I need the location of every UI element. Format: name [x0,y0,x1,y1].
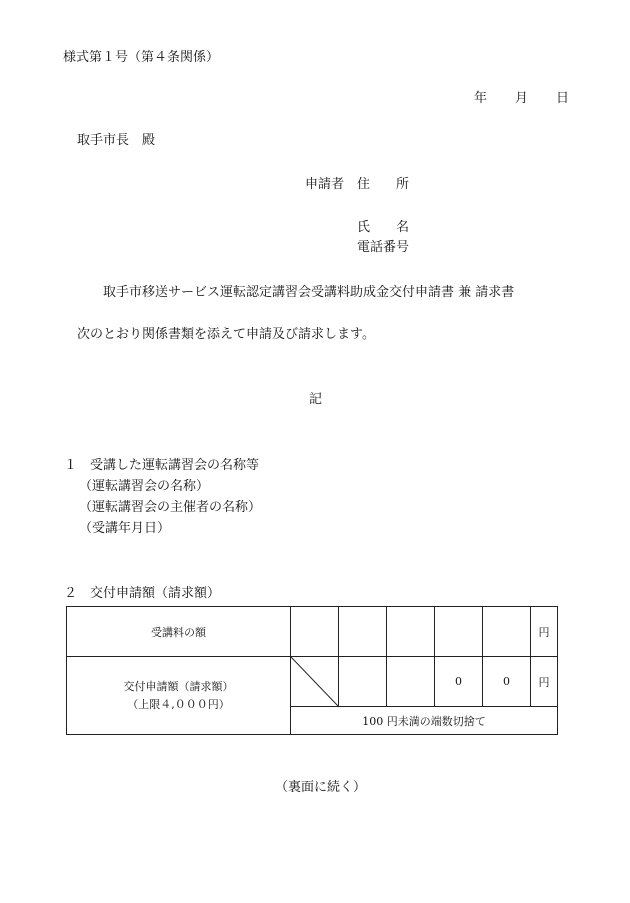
section1-item-organizer-name: （運転講習会の主催者の名称） [79,500,262,515]
subsidy-digit-cell[interactable] [387,657,435,707]
section1-item-course-name: （運転講習会の名称） [79,479,210,494]
subsidy-row [67,657,558,707]
subsidy-label-cell [67,657,291,735]
subsidy-yen-label: 円 [531,657,558,707]
amount-table [66,606,558,735]
date-year-label: 年 [474,91,488,106]
subsidy-limit: （上限４,０００円） [127,697,230,711]
tuition-digit-cell[interactable] [291,607,339,657]
tuition-digit-cell[interactable] [387,607,435,657]
form-number: 様式第１号（第４条関係） [63,50,220,65]
ki-heading: 記 [309,392,323,407]
applicant-name-label: 氏 名 [357,220,410,235]
date-month-label: 月 [515,91,529,106]
subsidy-zero-ones: 0 [483,657,531,707]
intro-text: 次のとおり関係書類を添えて申請及び請求します。 [77,327,375,342]
tuition-digit-cell[interactable] [435,607,483,657]
applicant-address-label: 住 所 [357,177,410,192]
applicant-phone-label: 電話番号 [357,240,410,255]
continued-on-back-note: （裏面に続く） [275,780,367,795]
tuition-row [67,607,558,657]
diagonal-strike [291,657,338,706]
section2-heading: ２ 交付申請額（請求額） [64,586,221,601]
tuition-digit-cell[interactable] [339,607,387,657]
subsidy-zero-tens: 0 [435,657,483,707]
tuition-digit-cell[interactable] [483,607,531,657]
date-day-label: 日 [556,91,570,106]
tuition-yen-label: 円 [531,607,558,657]
tuition-label: 受講料の額 [67,607,291,657]
subsidy-label: 交付申請額（請求額） [123,679,234,693]
section1-heading: １ 受講した運転講習会の名称等 [64,458,260,473]
section1-item-date: （受講年月日） [79,521,171,536]
subsidy-digit-cell[interactable] [339,657,387,707]
document-title: 取手市移送サービス運転認定講習会受講料助成金交付申請書 兼 請求書 [103,285,515,300]
applicant-role-label: 申請者 [305,177,345,192]
rounding-note: 100 円未満の端数切捨て [291,707,558,735]
subsidy-disabled-digit-cell [291,657,339,707]
addressee: 取手市長 殿 [77,133,156,148]
